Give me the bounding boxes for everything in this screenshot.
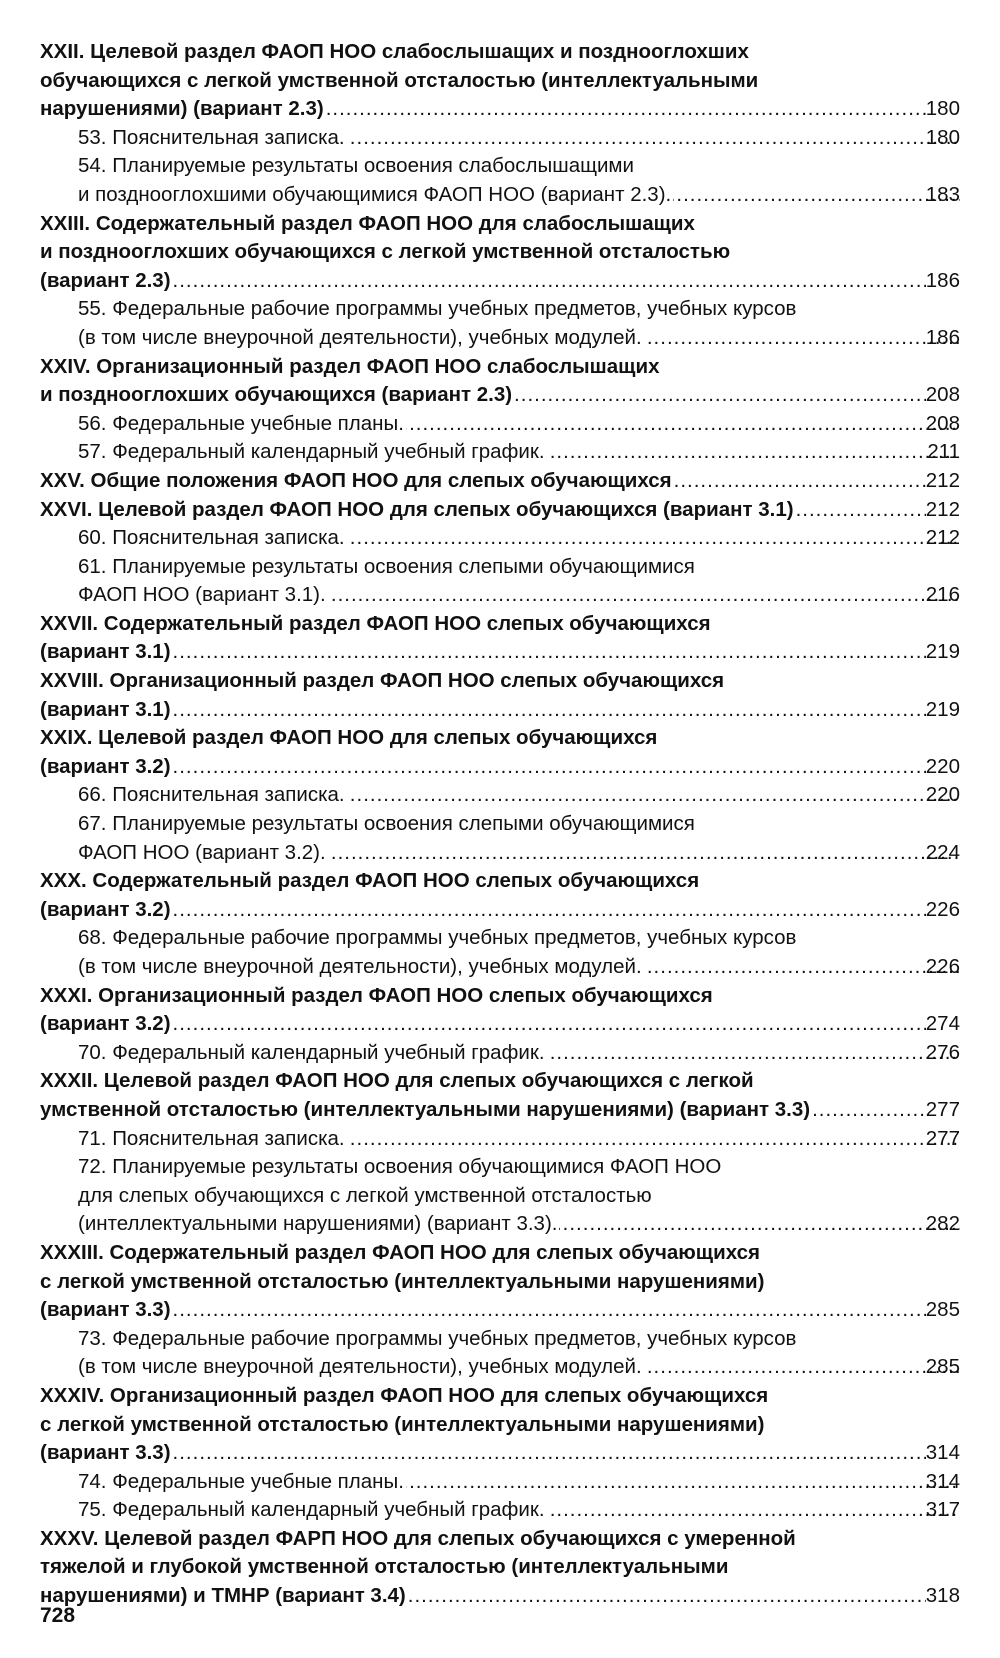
toc-entry-title: (вариант 3.2)	[40, 897, 171, 921]
toc-entry-line: XXII. Целевой раздел ФАОП НОО слабослышащих и позднооглохших	[40, 40, 749, 63]
toc-entry-title: ФАОП НОО (вариант 3.1).	[78, 583, 326, 607]
toc-entry-line: тяжелой и глубокой умственной отсталостью (интеллектуальными	[40, 1555, 729, 1579]
toc-entry-title: нарушениями) (вариант 2.3)	[40, 97, 324, 121]
toc-entry-line: XXXV. Целевой раздел ФАРП НОО для слепых обучающихся с умеренной	[40, 1526, 796, 1550]
toc-dot-leader	[173, 267, 926, 296]
toc-entry-title: 75. Федеральный календарный учебный график.	[78, 1498, 545, 1522]
toc-entry-leader-line	[40, 381, 960, 410]
toc-entry-leader-line	[40, 896, 960, 925]
toc-entry-leader-line: 53. Пояснительная записка. ..... 180	[115, 124, 960, 153]
toc-entry-leader-line	[40, 1439, 960, 1468]
toc-dot-leader	[328, 839, 960, 868]
toc-item-entry	[40, 524, 960, 553]
toc-dot-leader	[347, 124, 960, 153]
toc-entry-title: (в том числе внеурочной деятельности), учебных модулей.	[78, 325, 642, 349]
toc-entry-title: 60. Пояснительная записка.	[78, 526, 345, 550]
toc-page-ref: 285	[925, 1298, 960, 1322]
toc-entry-line: XXXII. Целевой раздел ФАОП НОО для слепых обучающихся с легкой	[40, 1069, 754, 1093]
toc-page-ref: 212	[925, 468, 960, 492]
toc-item-entry	[40, 781, 960, 810]
toc-entry-title: (вариант 3.3)	[40, 1441, 171, 1465]
toc-entry-title: (вариант 2.3)	[40, 268, 171, 292]
toc-section-entry	[40, 724, 960, 781]
toc-entry-line: XXXIV. Организационный раздел ФАОП НОО для слепых обучающихся	[40, 1383, 769, 1407]
toc-dot-leader	[644, 1353, 960, 1382]
toc-entry-title: 66. Пояснительная записка.	[78, 783, 345, 807]
toc-entry-title: и позднооглохшими обучающимися ФАОП НОО (вариант 2.3).	[78, 182, 672, 206]
toc-dot-leader	[644, 953, 960, 982]
toc-entry-leader-line: (в том числе внеурочной деятельности), учебных модулей. ..... 226	[115, 953, 960, 982]
toc-entry-line: XXIX. Целевой раздел ФАОП НОО для слепых обучающихся	[40, 726, 658, 750]
toc-entry-leader-line: (интеллектуальными нарушениями) (вариант 3.3). ..... 282	[115, 1210, 960, 1239]
toc-entry-title: (вариант 3.2)	[40, 1012, 171, 1036]
toc-item-entry	[40, 438, 960, 467]
toc-dot-leader	[406, 1468, 960, 1497]
toc-item-entry	[40, 1496, 960, 1525]
toc-entry-line: XXIV. Организационный раздел ФАОП НОО слабослышащих	[40, 354, 660, 378]
toc-section-entry	[40, 1382, 960, 1468]
toc-section-entry	[40, 1525, 960, 1611]
toc-item-entry	[40, 410, 960, 439]
toc-entry-leader-line	[40, 496, 960, 525]
toc-entry-leader-line	[40, 1296, 960, 1325]
toc-section-entry	[40, 210, 960, 296]
toc-entry-line: XXIII. Содержательный раздел ФАОП НОО для слабослышащих	[40, 211, 695, 235]
toc-entry-title: 56. Федеральные учебные планы.	[78, 411, 404, 435]
toc-entry-leader-line	[40, 95, 960, 124]
toc-entry-title: (вариант 3.1)	[40, 697, 171, 721]
toc-entry-title: (вариант 3.1)	[40, 640, 171, 664]
toc-item-entry	[40, 924, 960, 981]
toc-entry-title: 57. Федеральный календарный учебный график.	[78, 440, 545, 464]
toc-section-entry	[40, 867, 960, 924]
toc-entry-leader-line: 70. Федеральный календарный учебный график. ..... 276	[115, 1039, 960, 1068]
toc-section-entry	[40, 1239, 960, 1325]
toc-entry-line: для слепых обучающихся с легкой умственной отсталостью	[78, 1183, 652, 1207]
toc-dot-leader	[347, 781, 960, 810]
toc-section-entry	[40, 667, 960, 724]
toc-entry-title: и позднооглохших обучающихся (вариант 2.3)	[40, 383, 513, 407]
toc-entry-leader-line: 75. Федеральный календарный учебный график. ..... 317	[115, 1496, 960, 1525]
toc-entry-title: 71. Пояснительная записка.	[78, 1126, 345, 1150]
toc-dot-leader	[547, 1496, 960, 1525]
toc-entry-line: и позднооглохших обучающихся с легкой умственной отсталостью	[40, 240, 731, 264]
toc-entry-line: 73. Федеральные рабочие программы учебных предметов, учебных курсов	[78, 1326, 797, 1350]
toc-entry-leader-line: 74. Федеральные учебные планы. ..... 314	[115, 1468, 960, 1497]
toc-page-ref: 208	[925, 383, 960, 407]
toc-item-entry	[40, 1125, 960, 1154]
toc-item-entry	[40, 1039, 960, 1068]
toc-section-entry	[40, 496, 960, 525]
toc-dot-leader	[173, 1296, 926, 1325]
toc-entry-line: 72. Планируемые результаты освоения обучающимися ФАОП НОО	[78, 1155, 722, 1179]
toc-page-ref: 274	[925, 1012, 960, 1036]
toc-entry-title: (вариант 3.2)	[40, 754, 171, 778]
toc-entry-leader-line: 56. Федеральные учебные планы. ..... 208	[115, 410, 960, 439]
toc-section-entry	[40, 1067, 960, 1124]
toc-section-entry	[40, 982, 960, 1039]
toc-item-entry	[40, 1153, 960, 1239]
toc-dot-leader	[406, 410, 960, 439]
toc-entry-title: нарушениями) и ТМНР (вариант 3.4)	[40, 1584, 406, 1608]
toc-page-ref: 219	[925, 640, 960, 664]
toc-entry-leader-line: и позднооглохшими обучающимися ФАОП НОО (вариант 2.3). ..... 183	[115, 181, 960, 210]
toc-dot-leader	[347, 524, 960, 553]
toc-item-entry	[40, 810, 960, 867]
toc-dot-leader	[796, 496, 926, 525]
toc-entry-leader-line	[40, 638, 960, 667]
toc-entry-leader-line: ФАОП НОО (вариант 3.2). ..... 224	[115, 839, 960, 868]
toc-entry-leader-line: 57. Федеральный календарный учебный график. ..... 211	[115, 438, 960, 467]
toc-entry-leader-line: 60. Пояснительная записка. ..... 212	[115, 524, 960, 553]
toc-entry-line: XXX. Содержательный раздел ФАОП НОО слепых обучающихся	[40, 869, 700, 893]
toc-page-ref: 180	[925, 97, 960, 121]
toc-entry-line: 67. Планируемые результаты освоения слепыми обучающимися	[78, 812, 695, 836]
toc-item-entry	[40, 1468, 960, 1497]
toc-page-ref: 277	[925, 1097, 960, 1121]
toc-dot-leader	[408, 1582, 926, 1611]
toc-dot-leader	[173, 1010, 926, 1039]
toc-dot-leader	[673, 181, 960, 210]
toc-page-ref: 220	[925, 754, 960, 778]
toc-item-entry	[40, 124, 960, 153]
toc-dot-leader	[674, 467, 926, 496]
toc-entry-line: с легкой умственной отсталостью (интеллектуальными нарушениями)	[40, 1412, 765, 1436]
toc-dot-leader	[173, 753, 926, 782]
toc-entry-leader-line	[40, 696, 960, 725]
toc-page-ref: 314	[925, 1441, 960, 1465]
toc-entry-leader-line: (в том числе внеурочной деятельности), учебных модулей. ..... 186	[115, 324, 960, 353]
toc-page-ref: 219	[925, 697, 960, 721]
toc-dot-leader	[559, 1210, 960, 1239]
toc-item-entry	[40, 1325, 960, 1382]
toc-dot-leader	[326, 95, 926, 124]
toc-page-ref: 212	[925, 497, 960, 521]
toc-entry-title: 70. Федеральный календарный учебный график.	[78, 1040, 545, 1064]
toc-item-entry	[40, 295, 960, 352]
toc-entry-title: (в том числе внеурочной деятельности), учебных модулей.	[78, 955, 642, 978]
toc-entry-title: 53. Пояснительная записка.	[78, 125, 345, 149]
toc-entry-leader-line	[40, 267, 960, 296]
toc-dot-leader	[547, 438, 960, 467]
toc-entry-line: XXVII. Содержательный раздел ФАОП НОО слепых обучающихся	[40, 611, 711, 635]
toc-entry-title: XXV. Общие положения ФАОП НОО для слепых обучающихся	[40, 468, 672, 492]
toc-entry-leader-line: ФАОП НОО (вариант 3.1). ..... 216	[115, 581, 960, 610]
toc-entry-line: XXXI. Организационный раздел ФАОП НОО слепых обучающихся	[40, 983, 713, 1007]
toc-entry-title: 74. Федеральные учебные планы.	[78, 1469, 404, 1493]
toc-dot-leader	[173, 638, 926, 667]
toc-item-entry	[40, 152, 960, 209]
toc-entry-line: 55. Федеральные рабочие программы учебных предметов, учебных курсов	[78, 297, 797, 321]
toc-dot-leader	[812, 1096, 926, 1125]
toc-dot-leader	[347, 1125, 960, 1154]
toc-section-entry	[40, 353, 960, 410]
toc-entry-title: (интеллектуальными нарушениями) (вариант 3.3).	[78, 1212, 558, 1236]
toc-entry-leader-line: 66. Пояснительная записка. ..... 220	[115, 781, 960, 810]
toc-entry-leader-line	[40, 1010, 960, 1039]
toc-page-ref: 226	[925, 897, 960, 921]
toc-dot-leader	[547, 1039, 960, 1068]
toc-entry-line: 61. Планируемые результаты освоения слепыми обучающимися	[78, 554, 695, 578]
page-number: 728	[40, 1604, 76, 1627]
toc-dot-leader	[644, 324, 960, 353]
toc-entry-leader-line	[40, 1096, 960, 1125]
toc-page-ref: 318	[925, 1584, 960, 1608]
toc-entry-line: 68. Федеральные рабочие программы учебных предметов, учебных курсов	[78, 926, 797, 950]
toc-section-entry	[40, 38, 960, 124]
toc-entry-title: (в том числе внеурочной деятельности), учебных модулей.	[78, 1355, 642, 1379]
toc-entry-title: ФАОП НОО (вариант 3.2).	[78, 840, 326, 864]
toc-entry-leader-line: (в том числе внеурочной деятельности), учебных модулей. ..... 285	[115, 1353, 960, 1382]
table-of-contents	[40, 38, 960, 1611]
toc-dot-leader	[328, 581, 960, 610]
toc-entry-leader-line: 71. Пояснительная записка. ..... 277	[115, 1125, 960, 1154]
toc-entry-leader-line	[40, 467, 960, 496]
toc-entry-title: умственной отсталостью (интеллектуальными нарушениями) (вариант 3.3)	[40, 1097, 811, 1121]
toc-entry-line: 54. Планируемые результаты освоения слабослышащими	[78, 154, 634, 178]
toc-dot-leader	[514, 381, 926, 410]
toc-dot-leader	[173, 896, 926, 925]
toc-page-ref: 186	[925, 268, 960, 292]
toc-section-entry	[40, 467, 960, 496]
toc-section-entry	[40, 610, 960, 667]
toc-dot-leader	[173, 696, 926, 725]
toc-entry-line: XXXIII. Содержательный раздел ФАОП НОО для слепых обучающихся	[40, 1240, 760, 1264]
toc-entry-line: XXVIII. Организационный раздел ФАОП НОО слепых обучающихся	[40, 669, 725, 693]
toc-dot-leader	[173, 1439, 926, 1468]
toc-entry-leader-line	[40, 753, 960, 782]
toc-item-entry	[40, 553, 960, 610]
toc-entry-line: обучающихся с легкой умственной отсталостью (интеллектуальными	[40, 68, 759, 92]
toc-entry-title: XXVI. Целевой раздел ФАОП НОО для слепых обучающихся (вариант 3.1)	[40, 497, 794, 521]
toc-entry-title: (вариант 3.3)	[40, 1298, 171, 1322]
toc-entry-leader-line	[40, 1582, 960, 1611]
toc-entry-line: с легкой умственной отсталостью (интеллектуальными нарушениями)	[40, 1269, 765, 1293]
